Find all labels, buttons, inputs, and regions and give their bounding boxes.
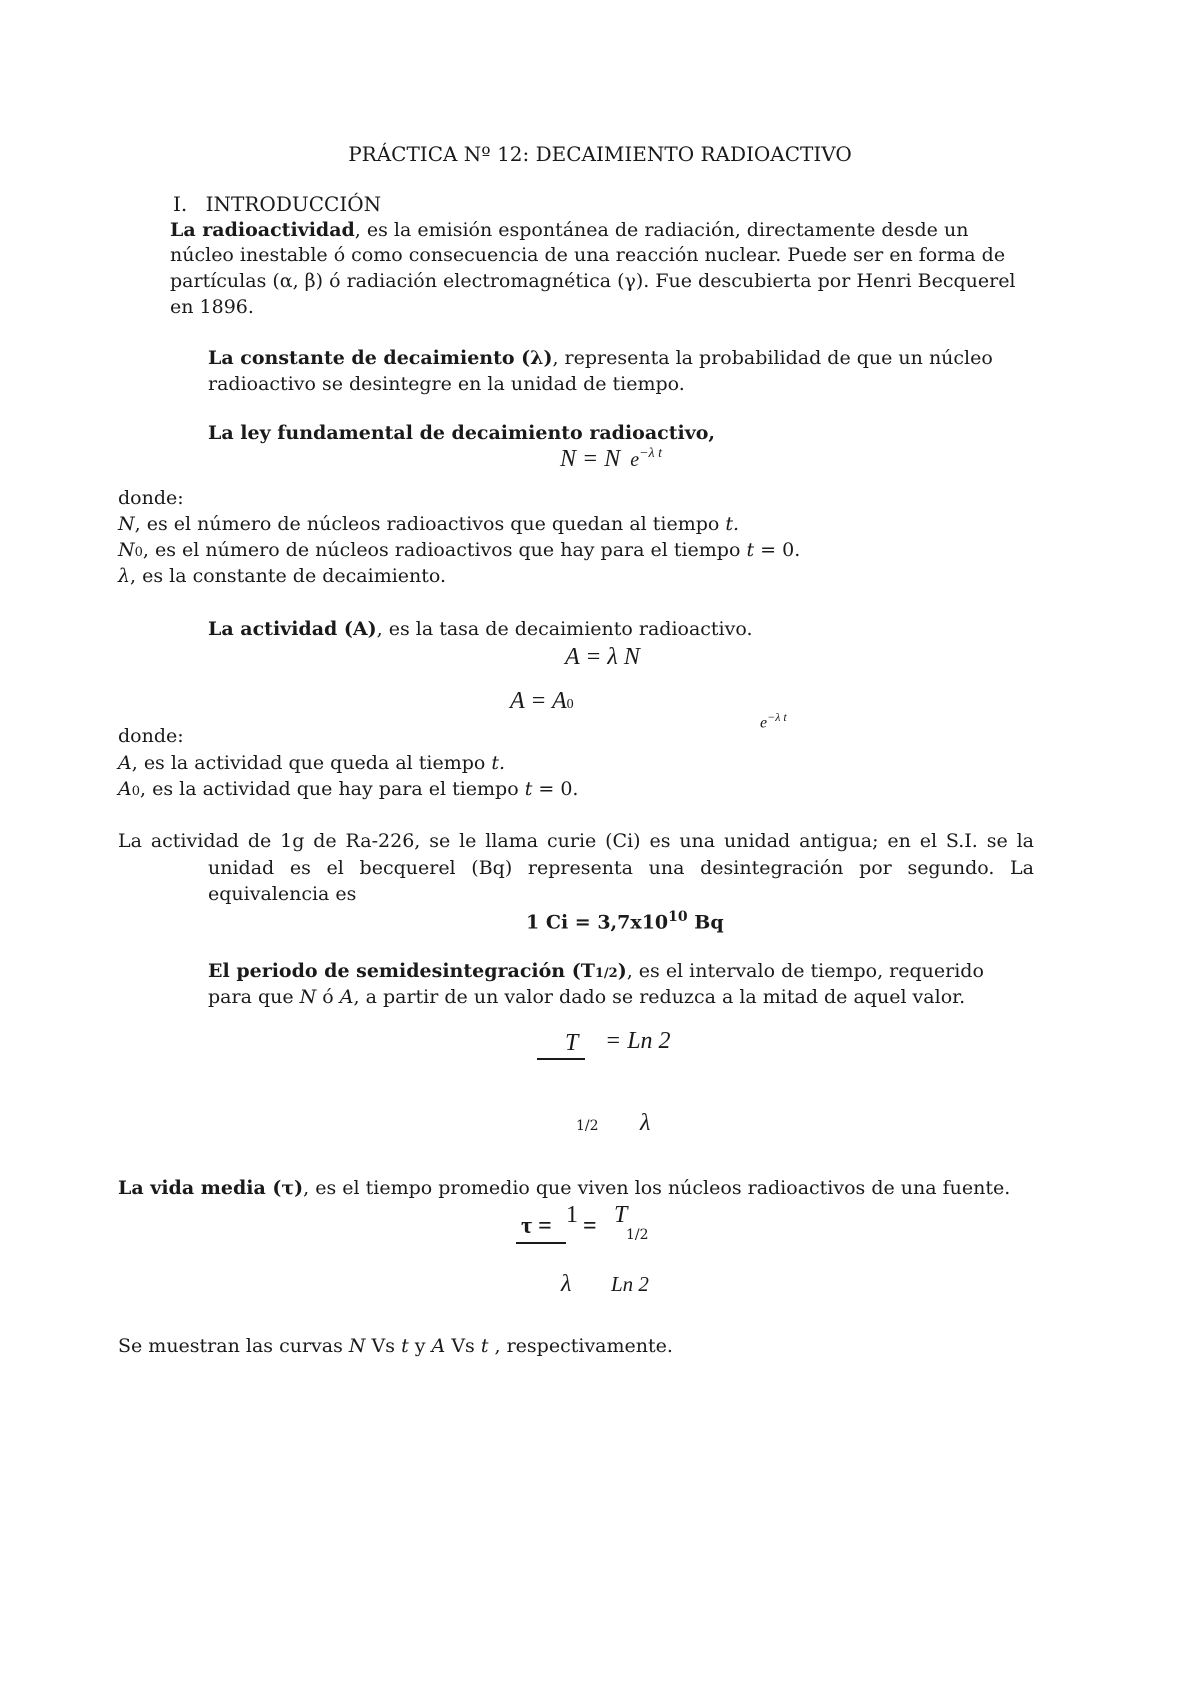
intro-line-4: en 1896. [170, 296, 254, 318]
periodo-eq-t: T [565, 1030, 579, 1056]
ley-def-n0: N0, es el número de núcleos radioactivos que hay para el tiempo t = 0. [118, 539, 801, 561]
constante-term: La constante de decaimiento (λ) [208, 347, 553, 369]
intro-line-1: La radioactividad, es la emisión espontánea de radiación, directamente desde un [170, 219, 969, 241]
vida-term: La vida media (τ) [118, 1177, 304, 1199]
actividad-def-a: A, es la actividad que queda al tiempo t. [118, 752, 506, 774]
curie-line-3: equivalencia es [208, 883, 357, 905]
periodo-line-1: El periodo de semidesintegración (T1/2), es el intervalo de tiempo, requerido [208, 960, 984, 982]
vida-eq-one: 1 [566, 1202, 578, 1228]
intro-line-2: núcleo inestable ó como consecuencia de una reacción nuclear. Puede ser en forma de [170, 244, 1006, 266]
vida-eq-ln2: Ln 2 [611, 1272, 649, 1296]
actividad-line: La actividad (A), es la tasa de decaimiento radioactivo. [208, 618, 753, 640]
page-title: PRÁCTICA Nº 12: DECAIMIENTO RADIOACTIVO [348, 142, 852, 166]
vida-eq-lambda: λ [561, 1271, 572, 1297]
actividad-def-a0: A0, es la actividad que hay para el tiempo t = 0. [118, 778, 579, 800]
vida-fraction-line [516, 1242, 566, 1244]
actividad-term: La actividad (A) [208, 618, 377, 640]
periodo-fraction-line [537, 1058, 585, 1060]
curie-line-1: La actividad de 1g de Ra-226, se le llama curie (Ci) es una unidad antigua; en el S.I. se la [118, 830, 1034, 852]
ley-heading: La ley fundamental de decaimiento radioactivo, [208, 422, 716, 444]
curie-equivalence: 1 $Ci = 3,7x10^{10}$ Bq [526, 909, 724, 934]
closing-line: Se muestran las curvas N Vs t y A Vs t , respectivamente. [118, 1335, 673, 1357]
actividad-donde: donde: [118, 725, 184, 747]
curie-line-2: unidad es el becquerel (Bq) representa una desintegración por segundo. La [208, 857, 1034, 879]
radioactividad-term: La radioactividad [170, 219, 355, 241]
periodo-eq-lambda: λ [640, 1110, 651, 1136]
ley-def-lambda: λ, es la constante de decaimiento. [118, 565, 447, 587]
actividad-eq-2-exponential: $e^{-\lambda t}$ [760, 710, 787, 732]
constante-line-1: La constante de decaimiento (λ), representa la probabilidad de que un núcleo [208, 347, 993, 369]
constante-line-2: radioactivo se desintegre en la unidad de tiempo. [208, 373, 685, 395]
intro-line-3: partículas (α, β) ó radiación electromagnética (γ). Fue descubierta por Henri Becquerel [170, 270, 1016, 292]
periodo-term: El periodo de semidesintegración (T1/2) [208, 960, 627, 982]
vida-eq-sub: 1/2 [626, 1227, 649, 1243]
ley-donde: donde: [118, 487, 184, 509]
section-number: I. [173, 192, 188, 216]
section-title: INTRODUCCIÓN [205, 192, 382, 216]
actividad-eq-1: A = λ N [565, 644, 640, 670]
vida-line: La vida media (τ), es el tiempo promedio que viven los núcleos radioactivos de una fuente. [118, 1177, 1011, 1199]
actividad-eq-2: A = A0 [510, 688, 574, 714]
ley-def-n: N, es el número de núcleos radioactivos que quedan al tiempo t. [118, 513, 740, 535]
section-heading [173, 192, 381, 216]
periodo-eq-sub: 1/2 [576, 1118, 599, 1134]
vida-eq-tau: τ = [521, 1213, 552, 1239]
vida-eq-t: T [614, 1202, 628, 1228]
periodo-line-2: para que N ó A, a partir de un valor dado se reduzca a la mitad de aquel valor. [208, 986, 966, 1008]
vida-eq-equals: = [583, 1213, 597, 1239]
periodo-eq-rhs: = Ln 2 [605, 1028, 671, 1054]
ley-equation: N = N $e^{-\lambda t}$ [560, 446, 663, 472]
